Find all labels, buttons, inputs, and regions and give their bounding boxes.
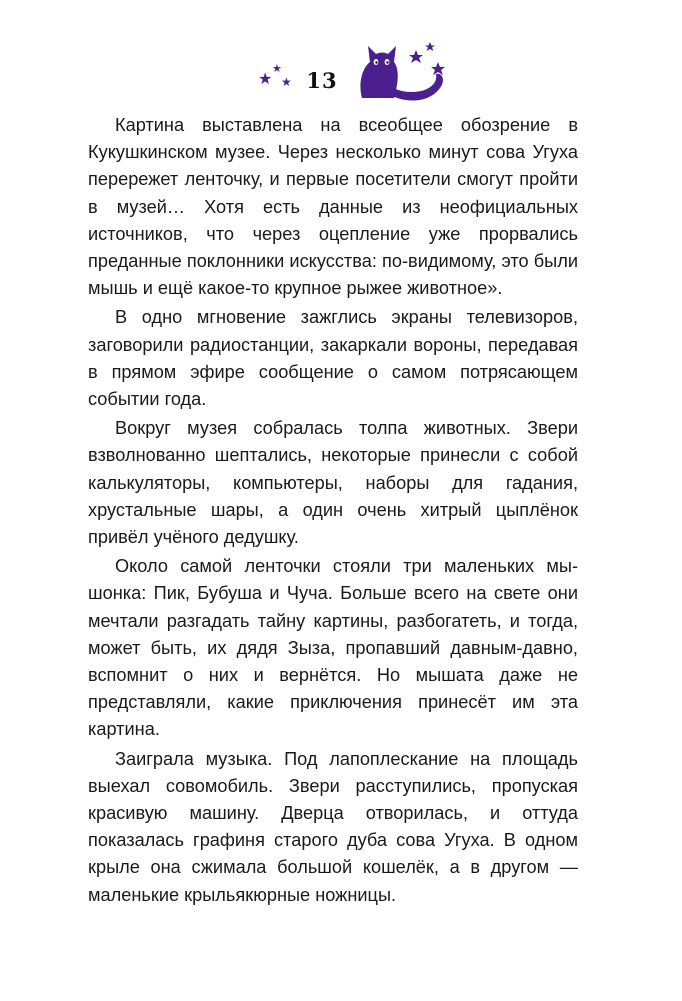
page-header: [0, 38, 682, 108]
paragraph: Картина выставлена на всеобщее обозрение в Кукушкинском музее. Через несколько минут сова Угуха перережет ленточку, и первые посетители смогут пройти в музей… Хотя есть данные из неофициальных источников, что через оцепление уже прорвались преданные поклонники искусства: по-видимому, это были мышь и ещё какое-то крупное рыжее животное».: [88, 115, 578, 299]
paragraph: Заиграла музыка. Под лапоплескание на площадь выехал совомобиль. Звери расступились, пропуская красивую машину. Дверца отворилась, и оттуда показалась графиня старого дуба сова Угуха. В одном крыле она сжимала большой кошелёк, а в другом — маленькие крыльякюрные ножницы.: [88, 748, 578, 905]
page-number: 13: [306, 68, 338, 93]
star-icon: ★: [281, 75, 292, 89]
paragraph: Вокруг музея собралась толпа животных. Звери взволнованно шептались, некоторые принесли с собой калькуляторы, компьютеры, наборы для гадания, хрустальные шары, а один очень хитрый цыплёнок привёл учёного дедушку.: [88, 418, 578, 548]
cat-icon: [354, 38, 450, 104]
paragraph: Около самой ленточки стояли три маленьких мышонка: Пик, Бубуша и Чуча. Больше всего на свете они мечтали разгадать тайну картины, разбогатеть, и тогда, может быть, их дядя Зыза, пропавший давным-давно, вспомнит о них и вернётся. Но мышата даже не представляли, какие приключения принесёт им эта картина.: [88, 556, 578, 740]
paragraph: В одно мгновение зажглись экраны телевизоров, заговорили радиостанции, закаркали вороны, передавая в прямом эфире сообщение о самом потрясающем событии года.: [88, 307, 578, 410]
body-text: [88, 112, 578, 909]
star-icon: ★: [272, 63, 282, 75]
star-icon: ★: [258, 71, 273, 88]
